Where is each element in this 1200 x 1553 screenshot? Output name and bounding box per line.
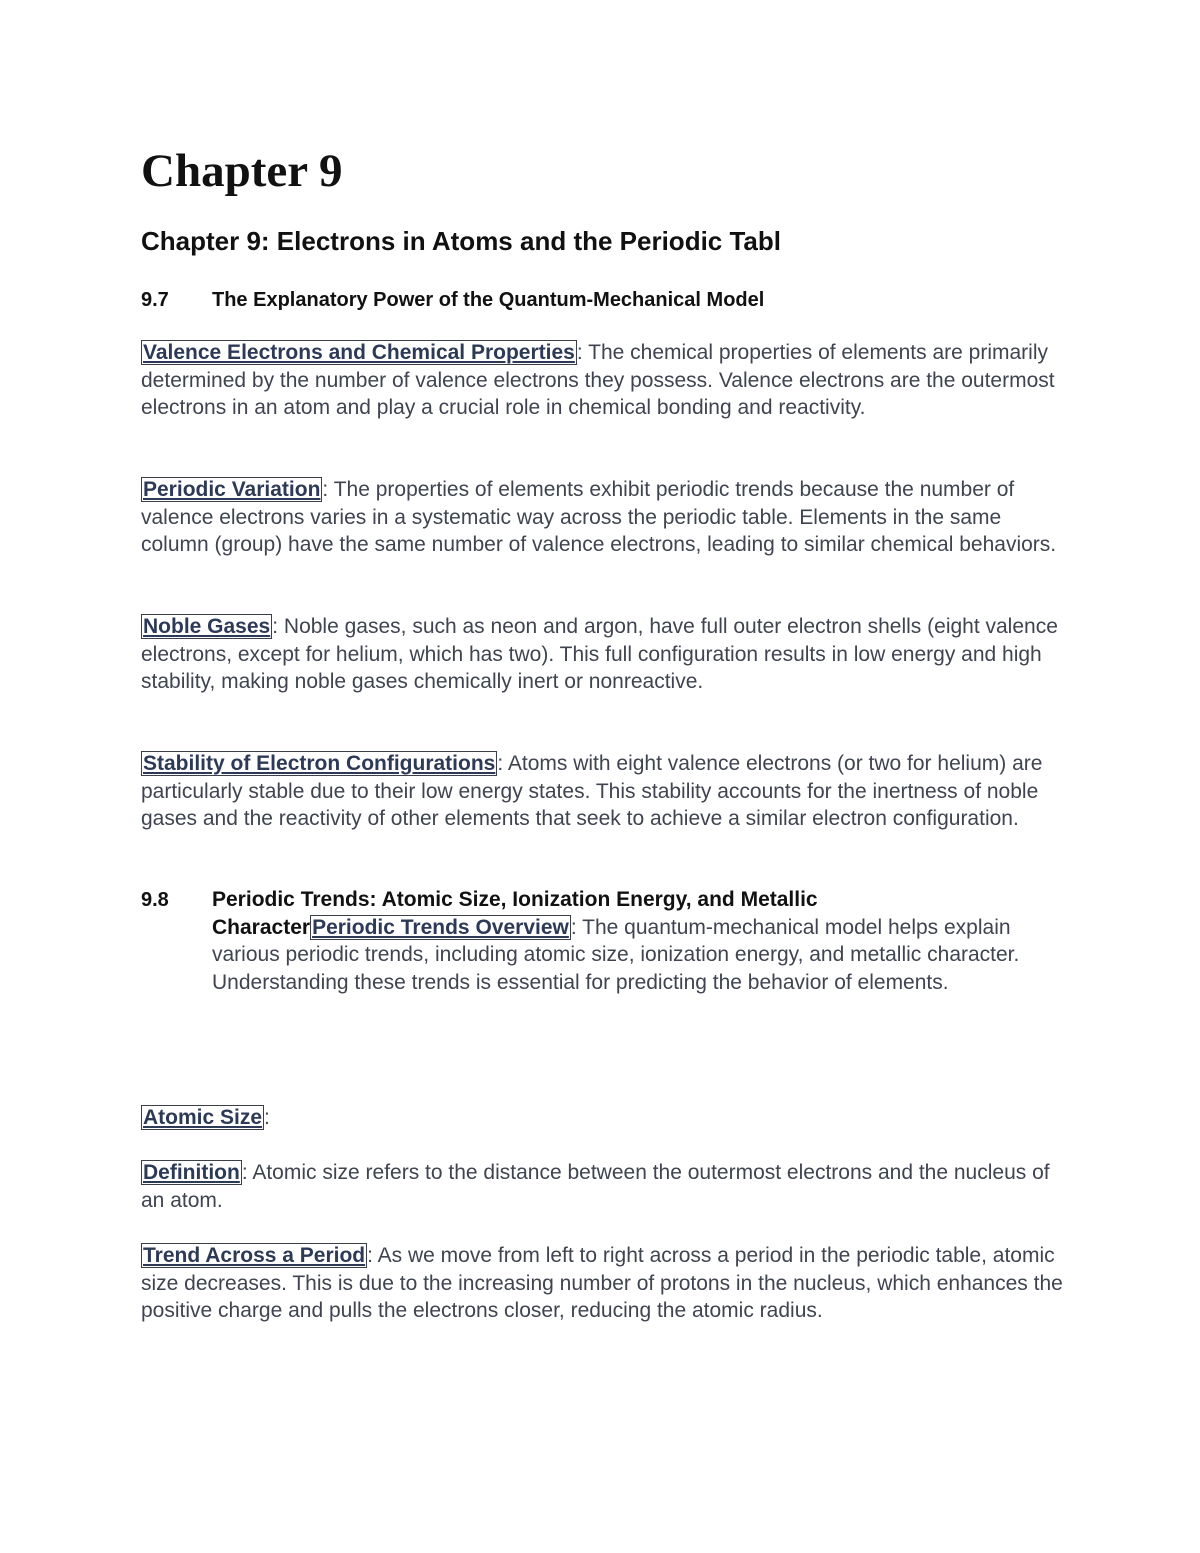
section-number: 9.8: [141, 889, 169, 911]
term-link-valence-electrons[interactable]: Valence Electrons and Chemical Properties: [143, 341, 575, 364]
paragraph-body: : As we move from left to right across a period in the periodic table, atomic size decreases. This is due to the increasing number of protons in the nucleus, which enhances the positive charge and pulls the electrons closer, reducing the atomic radius.: [141, 1244, 1063, 1322]
paragraph-trend-across-period: [141, 1242, 1071, 1325]
document-subtitle: Chapter 9: Electrons in Atoms and the Periodic Tabl: [141, 226, 781, 256]
term-link-noble-gases[interactable]: Noble Gases: [143, 615, 271, 638]
paragraph-definition: [141, 1159, 1071, 1214]
paragraph-atomic-size: [141, 1104, 1071, 1132]
section-title-continued: Character: [212, 915, 311, 939]
section-9-8-content: [212, 886, 1072, 996]
paragraph-body: :: [264, 1106, 270, 1129]
paragraph-body: : Atoms with eight valence electrons (or two for helium) are particularly stable due to their low energy states. This stability accounts for the inertness of noble gases and the reactivity of other elements that seek to achieve a similar electron configuration.: [141, 752, 1043, 830]
paragraph-body: : Noble gases, such as neon and argon, have full outer electron shells (eight valence electrons, except for helium, which has two). This full configuration results in low energy and high stability, making noble gases chemically inert or nonreactive.: [141, 615, 1058, 693]
paragraph-noble-gases: [141, 613, 1071, 696]
paragraph-body: : Atomic size refers to the distance between the outermost electrons and the nucleus of an atom.: [141, 1161, 1050, 1212]
term-link-periodic-trends-overview[interactable]: Periodic Trends Overview: [312, 915, 569, 939]
term-link-periodic-variation[interactable]: Periodic Variation: [143, 478, 321, 501]
term-link-trend-across-period[interactable]: Trend Across a Period: [143, 1244, 366, 1267]
section-number: 9.7: [141, 289, 169, 311]
paragraph-body: : The chemical properties of elements are primarily determined by the number of valence electrons they possess. Valence electrons are the outermost electrons in an atom and play a crucial role in chemical bonding and reactivity.: [141, 341, 1055, 419]
paragraph-stability: [141, 750, 1071, 833]
paragraph-body: : The quantum-mechanical model helps explain various periodic trends, including atomic size, ionization energy, and metallic character. Understanding these trends is essential for predicting the behavior of elements.: [212, 915, 1020, 994]
term-link-stability[interactable]: Stability of Electron Configurations: [143, 752, 496, 775]
term-link-definition[interactable]: Definition: [143, 1161, 240, 1184]
paragraph-periodic-variation: [141, 476, 1071, 559]
section-title: Periodic Trends: Atomic Size, Ionization Energy, and Metallic: [212, 888, 818, 911]
paragraph-body: : The properties of elements exhibit periodic trends because the number of valence electrons varies in a systematic way across the periodic table. Elements in the same column (group) have the same number of valence electrons, leading to similar chemical behaviors.: [141, 478, 1057, 556]
chapter-title: Chapter 9: [141, 145, 343, 197]
paragraph-valence-electrons: [141, 339, 1071, 422]
term-link-atomic-size[interactable]: Atomic Size: [143, 1106, 263, 1129]
section-title: The Explanatory Power of the Quantum-Mechanical Model: [212, 289, 765, 311]
